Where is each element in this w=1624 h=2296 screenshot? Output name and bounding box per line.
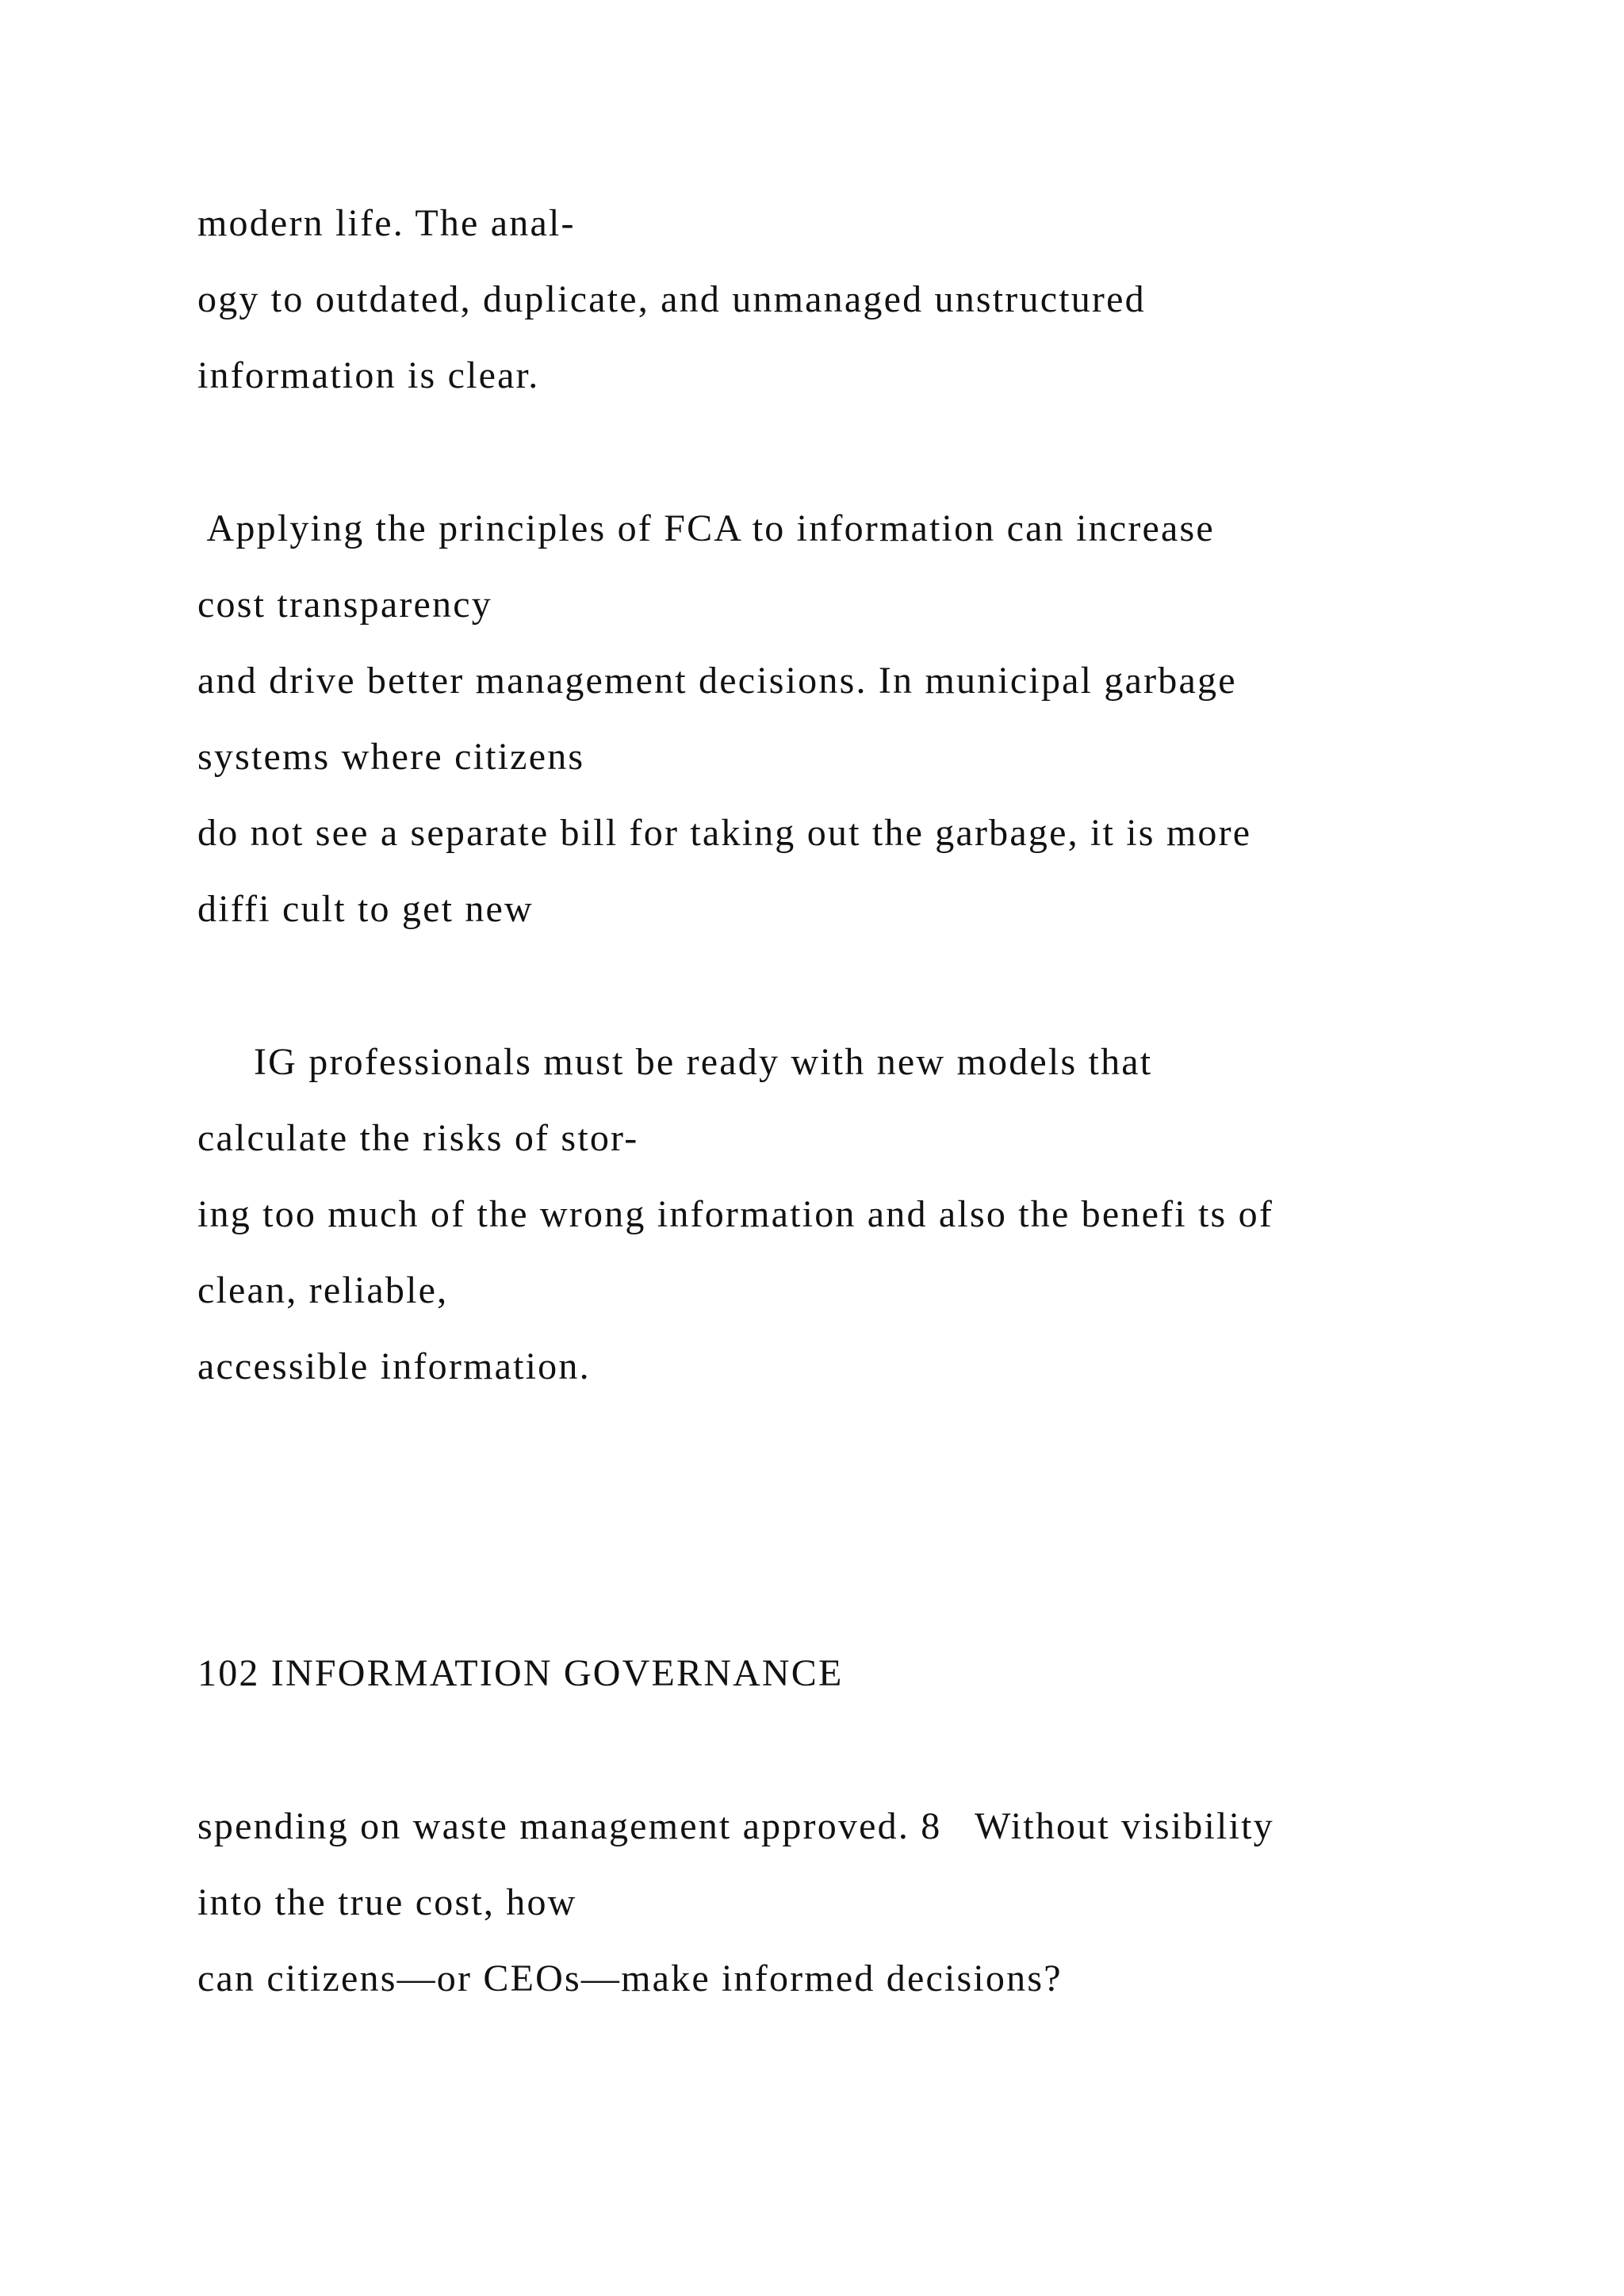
- paragraph-line: calculate the risks of stor-: [197, 1117, 639, 1159]
- paragraph-line: spending on waste management approved. 8 Without visibility: [197, 1805, 1274, 1847]
- paragraph-line: modern life. The anal-: [197, 202, 576, 244]
- paragraph-line: into the true cost, how: [197, 1881, 577, 1923]
- paragraph-line: Applying the principles of FCA to information can increase: [197, 507, 1215, 549]
- paragraph-line: ing too much of the wrong information and also the benefi ts of: [197, 1193, 1274, 1235]
- paragraph-line: diffi cult to get new: [197, 888, 534, 930]
- paragraph-line: systems where citizens: [197, 736, 585, 778]
- paragraph-line: and drive better management decisions. In municipal garbage: [197, 660, 1237, 702]
- paragraph-line: clean, reliable,: [197, 1269, 449, 1311]
- running-header: 102 INFORMATION GOVERNANCE: [197, 1652, 844, 1694]
- paragraph-line: can citizens—or CEOs—make informed decisions?: [197, 1957, 1063, 1999]
- paragraph-line: ogy to outdated, duplicate, and unmanaged unstructured: [197, 278, 1146, 320]
- paragraph-line: information is clear.: [197, 354, 540, 396]
- paragraph-line: cost transparency: [197, 584, 492, 626]
- paragraph-line: do not see a separate bill for taking out the garbage, it is more: [197, 812, 1252, 854]
- paragraph-line: IG professionals must be ready with new models that: [197, 1041, 1153, 1083]
- paragraph-line: accessible information.: [197, 1345, 591, 1387]
